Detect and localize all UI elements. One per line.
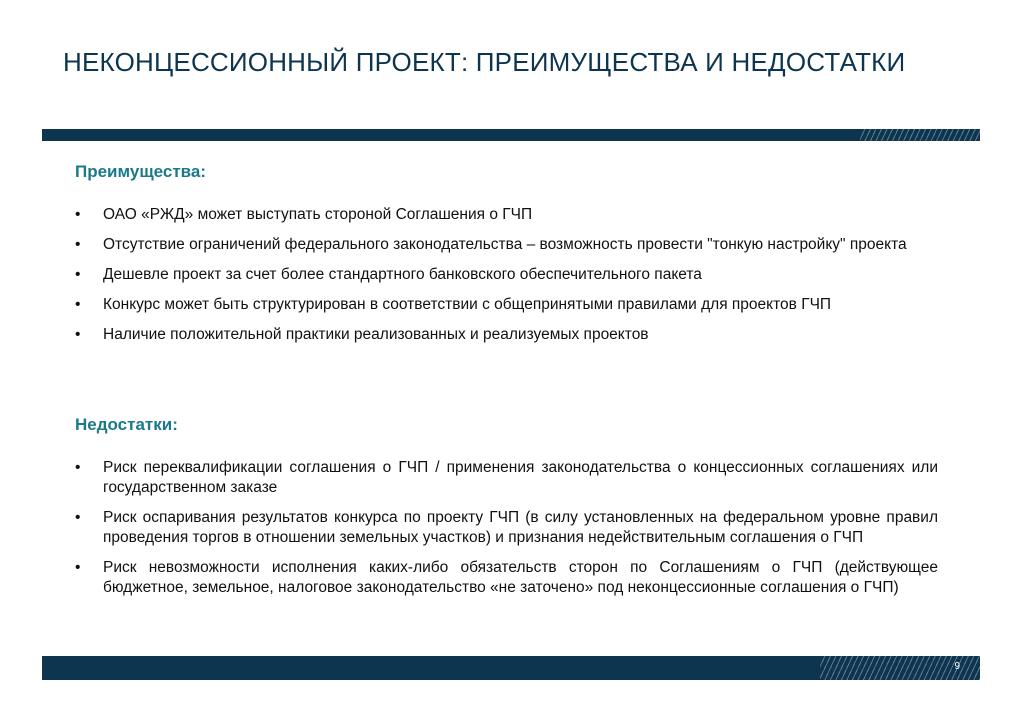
bullet-icon: • [75,266,81,283]
bullet-icon: • [75,236,81,253]
list-item: • Дешевле проект за счет более стандартного банковского обеспечительного пакета [75,266,702,283]
bullet-icon: • [75,559,81,576]
footer-bar [42,656,980,680]
list-item: • Риск невозможности исполнения каких-либо обязательств сторон по Соглашениям о ГЧП (действующее бюджетное, земельное, налоговое законодательство «не заточено» под неконцессионные соглашения о ГЧП) [75,559,938,596]
bullet-icon: • [75,509,81,526]
list-item: • Наличие положительной практики реализованных и реализуемых проектов [75,326,649,343]
bullet-icon: • [75,326,81,343]
list-item: • ОАО «РЖД» может выступать стороной Соглашения о ГЧП [75,206,533,223]
disadvantages-list [75,458,938,608]
bullet-icon: • [75,459,81,476]
list-item: • Отсутствие ограничений федерального законодательства – возможность провести "тонкую настройку" проекта [75,236,907,253]
advantages-heading: Преимущества: [75,162,207,181]
disadvantages-heading: Недостатки: [75,415,178,434]
slide-title: НЕКОНЦЕССИОННЫЙ ПРОЕКТ: ПРЕИМУЩЕСТВА И НЕДОСТАТКИ [63,47,906,77]
list-item: • Конкурс может быть структурирован в соответствии с общепринятыми правилами для проектов ГЧП [75,296,832,313]
bullet-icon: • [75,206,81,223]
header-divider-bar [42,129,980,141]
bullet-icon: • [75,296,81,313]
advantages-list [75,205,938,355]
list-item: • Риск оспаривания результатов конкурса по проекту ГЧП (в силу установленных на федеральном уровне правил проведения торгов в отношении земельных участков) и признания недействительным соглашения о ГЧП [75,509,938,546]
page-number: 9 [954,661,960,672]
list-item: • Риск переквалификации соглашения о ГЧП / применения законодательства о концессионных соглашениях или государственном заказе [75,459,938,496]
